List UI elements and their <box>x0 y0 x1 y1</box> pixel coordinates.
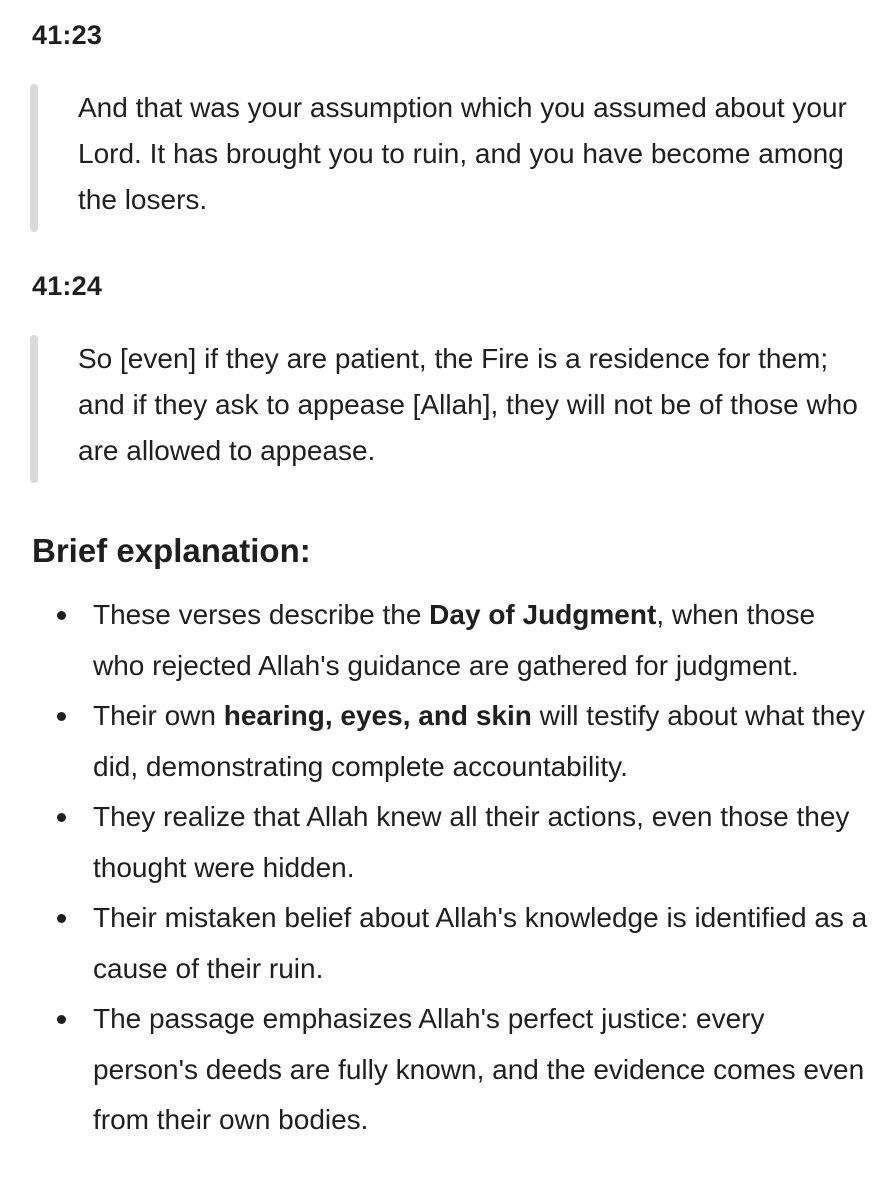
bullet-dot <box>57 914 66 923</box>
bullet-text-pre: Their mistaken belief about Allah's knowledge is identified as a cause of their ruin. <box>93 902 868 984</box>
bullet-text-pre: They realize that Allah knew all their actions, even those they thought were hidden. <box>93 801 850 883</box>
bullet-dot <box>57 712 66 721</box>
list-item <box>0 792 893 893</box>
bullet-text-post: will testify about what they did, demonstrating complete accountability. <box>93 700 865 782</box>
list-item <box>0 893 893 994</box>
explanation-list <box>0 590 893 1146</box>
bullet-dot <box>57 611 66 620</box>
bullet-dot <box>57 1015 66 1024</box>
verse-text-41-24: So [even] if they are patient, the Fire is a residence for them; and if they ask to appease [Allah], they will not be of those who are allowed to appease. <box>78 343 858 466</box>
bullet-text-bold: hearing, eyes, and skin <box>223 700 532 731</box>
bullet-dot <box>57 813 66 822</box>
verse-quote-41-24 <box>30 335 870 483</box>
verse-reference-41-24: 41:24 <box>32 271 103 301</box>
quote-bar <box>30 84 38 232</box>
verse-reference-41-23: 41:23 <box>32 20 103 50</box>
bullet-text-pre: Their own <box>93 700 224 731</box>
list-item <box>0 691 893 792</box>
bullet-text-pre: The passage emphasizes Allah's perfect justice: every person's deeds are fully known, and the evidence comes even from their own bodies. <box>93 1003 865 1135</box>
verse-quote-41-23 <box>30 84 870 232</box>
quote-bar <box>30 335 38 483</box>
verse-text-41-23: And that was your assumption which you assumed about your Lord. It has brought you to ruin, and you have become among the losers. <box>78 92 847 215</box>
list-item <box>0 994 893 1146</box>
bullet-text-post: , when those who rejected Allah's guidance are gathered for judgment. <box>93 599 816 681</box>
explanation-heading: Brief explanation: <box>32 532 311 569</box>
bullet-text-bold: Day of Judgment <box>429 599 657 630</box>
bullet-text-pre: These verses describe the <box>93 599 430 630</box>
list-item <box>0 590 893 691</box>
